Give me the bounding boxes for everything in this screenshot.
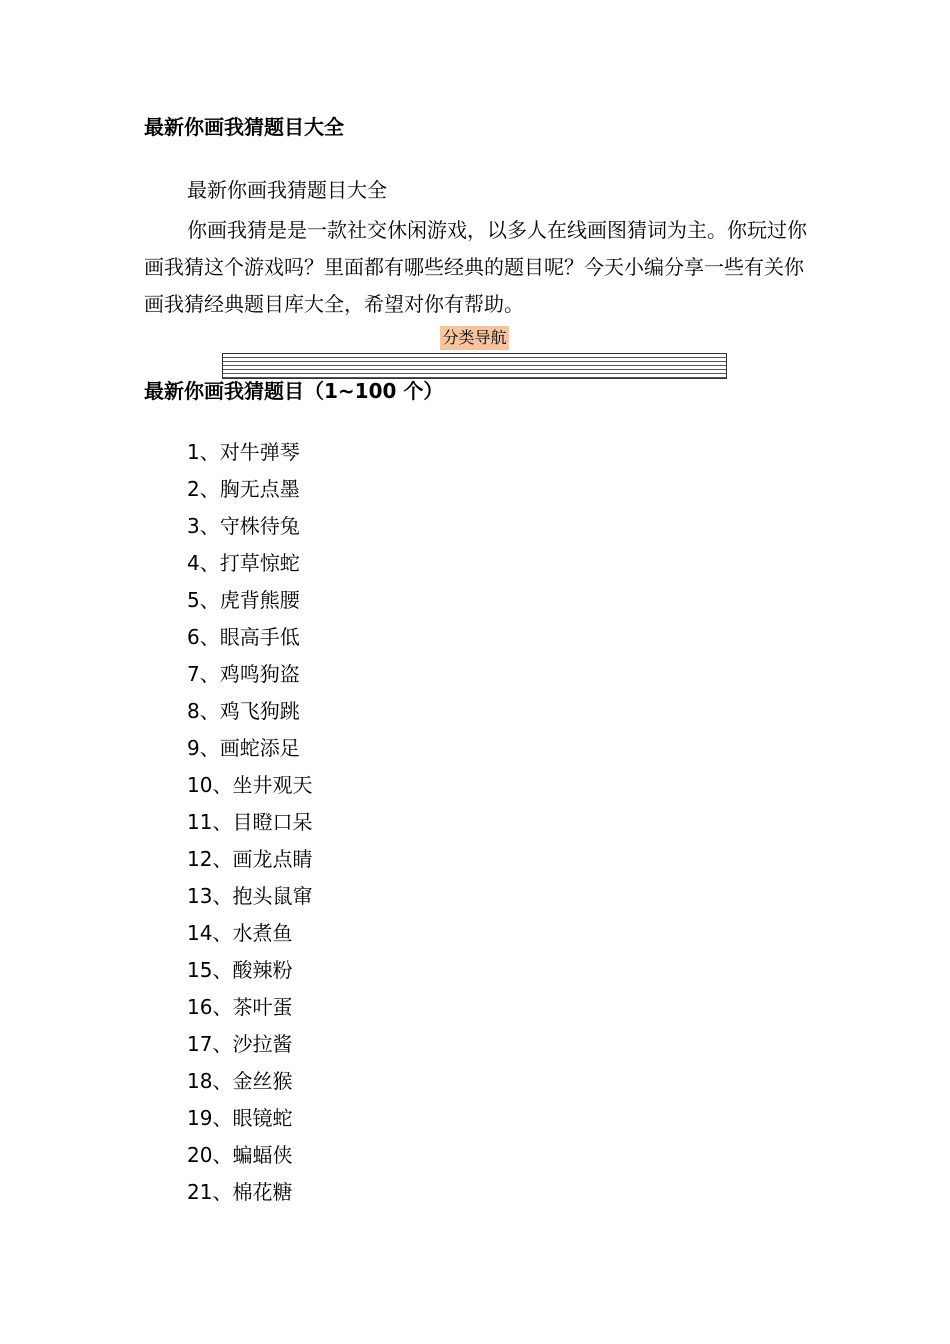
list-item: 20、蝙蝠侠 — [187, 1143, 293, 1167]
list-item: 11、目瞪口呆 — [187, 810, 313, 834]
section-heading: 最新你画我猜题目（1~100 个） — [144, 379, 444, 403]
list-item: 3、守株待兔 — [187, 514, 300, 538]
intro-paragraph: 你画我猜是是一款社交休闲游戏，以多人在线画图猜词为主。你玩过你画我猜这个游戏吗？里面都有哪些经典的题目呢？今天小编分享一些有关你画我猜经典题目库大全，希望对你有帮助。 — [144, 218, 807, 316]
list-item: 16、茶叶蛋 — [187, 995, 293, 1019]
list-item: 10、坐井观天 — [187, 773, 313, 797]
list-item: 4、打草惊蛇 — [187, 551, 300, 575]
list-item: 7、鸡鸣狗盗 — [187, 662, 300, 686]
category-navigation-label[interactable]: 分类导航 — [440, 326, 508, 350]
list-item: 8、鸡飞狗跳 — [187, 699, 300, 723]
list-item: 1、对牛弹琴 — [187, 440, 300, 464]
list-item: 2、胸无点墨 — [187, 477, 300, 501]
list-item: 17、沙拉酱 — [187, 1032, 293, 1056]
list-item: 14、水煮鱼 — [187, 921, 293, 945]
intro-title: 最新你画我猜题目大全 — [187, 178, 387, 202]
list-item: 13、抱头鼠窜 — [187, 884, 313, 908]
list-item: 18、金丝猴 — [187, 1069, 293, 1093]
document-title: 最新你画我猜题目大全 — [144, 115, 344, 139]
riddle-list — [187, 434, 312, 1211]
list-item: 6、眼高手低 — [187, 625, 300, 649]
category-navigation — [222, 324, 727, 352]
list-item: 12、画龙点睛 — [187, 847, 313, 871]
list-item: 5、虎背熊腰 — [187, 588, 300, 612]
list-item: 21、棉花糖 — [187, 1180, 293, 1204]
list-item: 19、眼镜蛇 — [187, 1106, 293, 1130]
list-item: 15、酸辣粉 — [187, 958, 293, 982]
list-item: 9、画蛇添足 — [187, 736, 300, 760]
